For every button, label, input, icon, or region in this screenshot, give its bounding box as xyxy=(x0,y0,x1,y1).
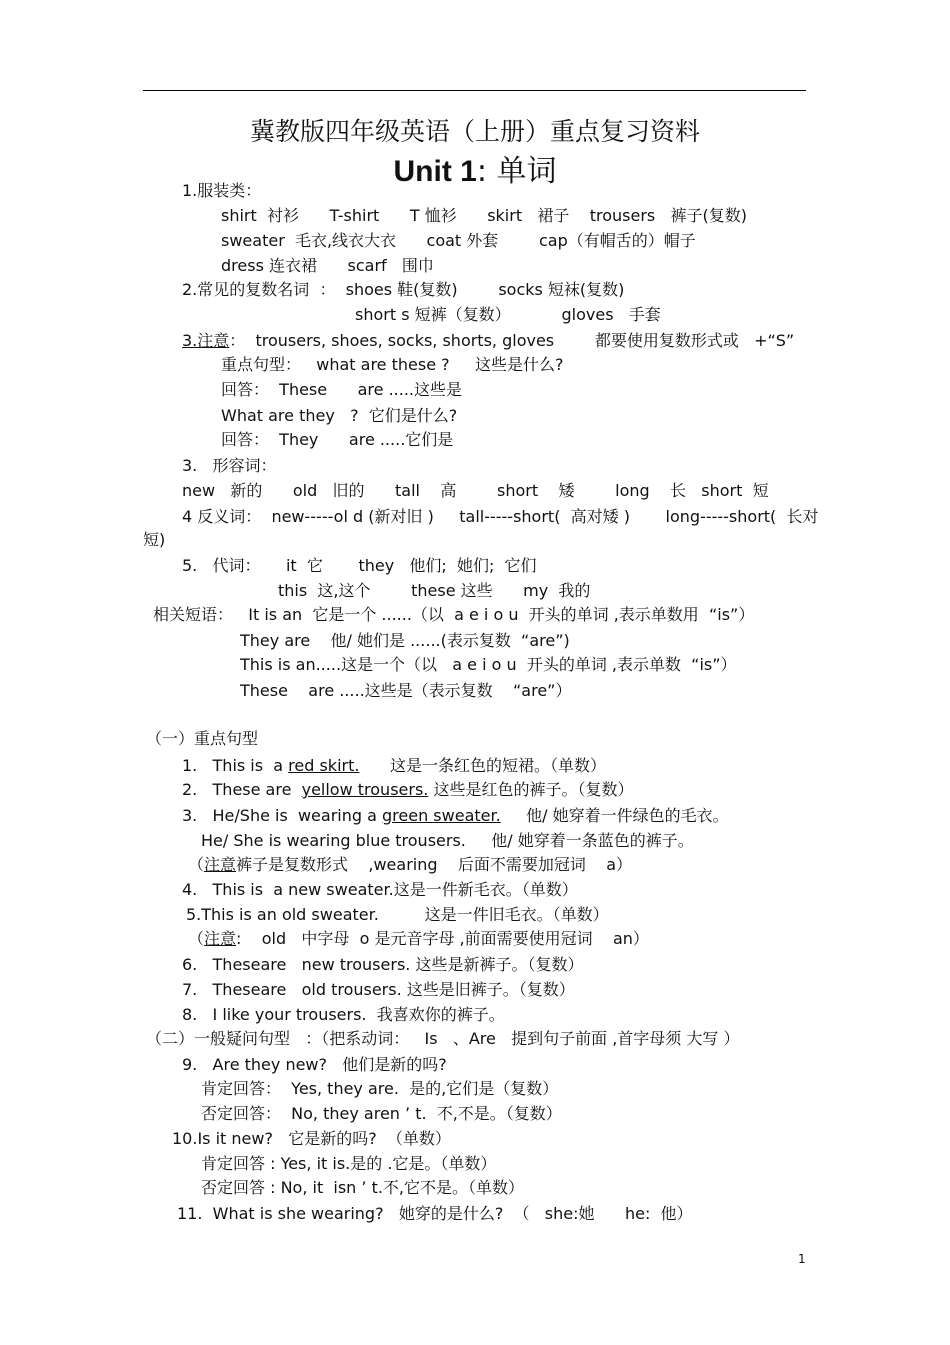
text-line: （二）一般疑问句型 ：（把系动词： Is 、Are 提到句子前面 ,首字母须 大写 ） xyxy=(146,1029,740,1048)
underlined-text: 注意 xyxy=(204,855,237,874)
text-line: （一）重点句型 xyxy=(146,729,259,748)
text-line: 11. What is she wearing? 她穿的是什么? （ she:她 he: 他） xyxy=(177,1204,693,1223)
text-segment: 3. He/She is wearing a xyxy=(182,806,382,825)
text-line: 2.常见的复数名词 ： shoes 鞋(复数) socks 短袜(复数) xyxy=(182,280,625,299)
text-line: 否定回答： No, they aren ’ t. 不,不是。（复数） xyxy=(201,1104,562,1123)
text-line: 6. Theseare new trousers. 这些是新裤子。（复数） xyxy=(182,955,584,974)
text-segment: 这些是红色的裤子。（复数） xyxy=(428,780,634,799)
text-line: new 新的 old 旧的 tall 高 short 矮 long 长 short 短 xyxy=(182,481,769,500)
text-segment: 2. These are xyxy=(182,780,302,799)
text-line: 回答： They are .....它们是 xyxy=(221,430,454,449)
text-line: 重点句型： what are these ? 这些是什么? xyxy=(221,355,564,374)
text-line: 7. Theseare old trousers. 这些是旧裤子。（复数） xyxy=(182,980,575,999)
text-line: They are 他/ 她们是 ......(表示复数 “are”) xyxy=(240,631,570,650)
text-line: 短) xyxy=(143,530,166,549)
text-line: 5. 代词： it 它 they 他们; 她们; 它们 xyxy=(182,556,537,575)
text-line: 4. This is a new sweater.这是一件新毛衣。（单数） xyxy=(182,880,578,899)
text-line: 4 反义词： new-----ol d (新对旧 ) tall-----short( 高对矮 ) long-----short( 长对 xyxy=(182,507,819,526)
text-line: What are they ? 它们是什么? xyxy=(221,406,458,425)
text-segment: 裤子是复数形式 ,wearing 后面不需要加冠词 a） xyxy=(236,855,633,874)
text-segment: 这是一条红色的短裙。（单数） xyxy=(359,756,606,775)
text-line: He/ She is wearing blue trousers. 他/ 她穿着一条蓝色的裤子。 xyxy=(201,831,694,850)
text-line: 10.Is it new? 它是新的吗? （单数） xyxy=(172,1129,451,1148)
underlined-text: green sweater. xyxy=(382,806,501,825)
text-line: short s 短裤（复数） gloves 手套 xyxy=(355,305,661,324)
text-line xyxy=(182,756,606,776)
text-line: 1.服装类： xyxy=(182,181,262,200)
text-line: shirt 衬衫 T-shirt T 恤衫 skirt 裙子 trousers 裤子(复数) xyxy=(221,206,747,225)
header-rule xyxy=(143,90,806,91)
text-line: 否定回答 : No, it isn ’ t.不,它不是。（单数） xyxy=(201,1178,525,1197)
page-number: 1 xyxy=(798,1252,806,1266)
text-segment: ： trousers, shoes, socks, shorts, gloves 都要使用复数形式或 +“S” xyxy=(229,331,795,350)
text-line: sweater 毛衣,线衣大衣 coat 外套 cap（有帽舌的）帽子 xyxy=(221,231,696,250)
subtitle-words: : 单词 xyxy=(476,154,557,189)
text-line: dress 连衣裙 scarf 围巾 xyxy=(221,256,434,275)
text-line xyxy=(182,806,729,826)
document-title: 冀教版四年级英语（上册）重点复习资料 xyxy=(249,117,700,146)
text-segment: 他/ 她穿着一件绿色的毛衣。 xyxy=(500,806,729,825)
text-line xyxy=(182,780,633,800)
text-line: 肯定回答： Yes, they are. 是的,它们是（复数） xyxy=(201,1079,559,1098)
text-line xyxy=(188,855,632,875)
text-segment: （ xyxy=(188,929,205,948)
text-segment: 1. This is a xyxy=(182,756,289,775)
text-line: 相关短语： It is an 它是一个 ......（以 a e i o u 开头的单词 ,表示单数用 “is”） xyxy=(153,605,755,624)
text-line xyxy=(188,929,649,949)
text-line: 9. Are they new? 他们是新的吗? xyxy=(182,1055,447,1074)
text-line: this 这,这个 these 这些 my 我的 xyxy=(278,581,591,600)
text-segment: （ xyxy=(188,855,205,874)
underlined-text: 注意 xyxy=(204,929,237,948)
text-line: 肯定回答 : Yes, it is.是的 .它是。（单数） xyxy=(201,1154,497,1173)
text-line: This is an.....这是一个（以 a e i o u 开头的单词 ,表示单数 “is”） xyxy=(240,655,737,674)
text-segment: : old 中字母 o 是元音字母 ,前面需要使用冠词 an） xyxy=(236,929,649,948)
text-line: 8. I like your trousers. 我喜欢你的裤子。 xyxy=(182,1005,505,1024)
text-line: 回答： These are .....这些是 xyxy=(221,380,463,399)
underlined-text: 3.注意 xyxy=(182,331,230,350)
text-line: These are .....这些是（表示复数 “are”） xyxy=(240,681,572,700)
underlined-text: yellow trousers. xyxy=(301,780,429,799)
text-line: 3. 形容词： xyxy=(182,456,277,475)
subtitle-unit: Unit 1 xyxy=(393,155,477,188)
underlined-text: red skirt. xyxy=(288,756,360,775)
document-subtitle xyxy=(0,146,950,190)
text-line: 5.This is an old sweater. 这是一件旧毛衣。（单数） xyxy=(186,905,609,924)
text-line xyxy=(182,331,794,351)
